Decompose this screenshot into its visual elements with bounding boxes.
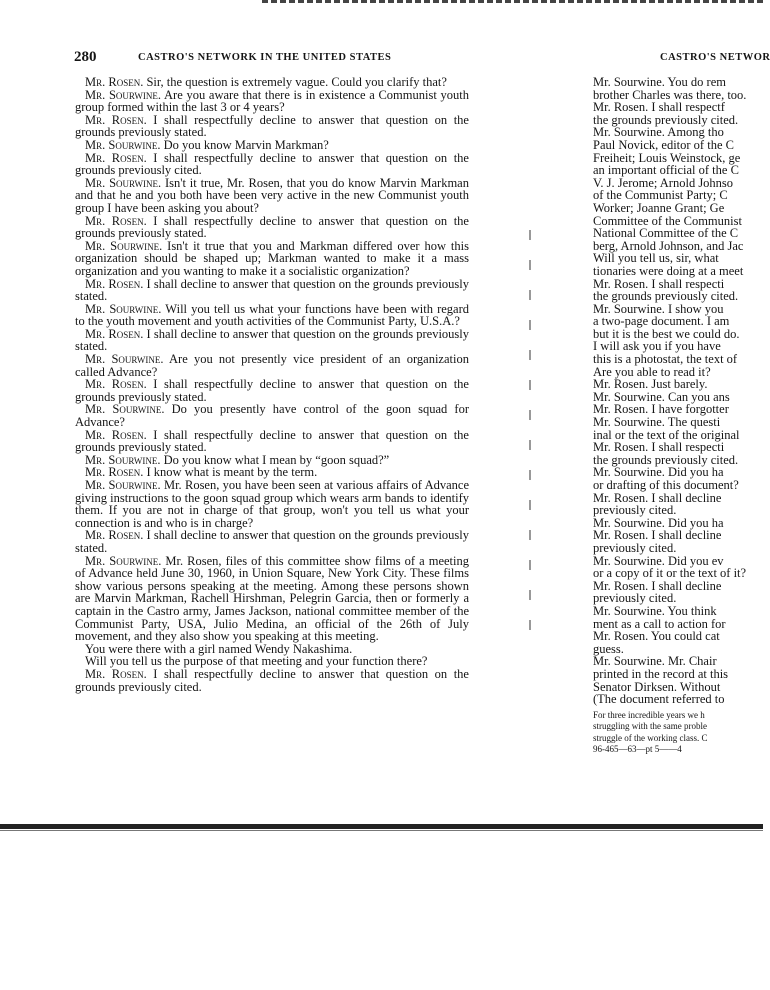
right-column-line: previously cited. [593,540,677,555]
running-header-left: CASTRO'S NETWORK IN THE UNITED STATES [138,52,392,63]
speaker-name: Mr. Sourwine. [85,553,162,568]
right-column-line: a two-page document. I am [593,314,730,329]
right-column-line: of the Communist Party; C [593,188,728,203]
right-column-line: Mr. Rosen. I have forgotter [593,402,729,417]
footnote-line: 96-465—63—pt 5——4 [593,744,682,755]
speaker-name: Mr. Sourwine. [85,402,165,417]
right-column-line: this is a photostat, the text of [593,352,738,367]
speaker-name: Mr. Sourwine. [85,452,161,467]
right-column-line: Mr. Rosen. I shall respectf [593,100,725,115]
paragraph-text: Will you tell us what your functions have been with regard to the youth movement and youth activities of the Communist Party, U.S.A.? [75,301,469,329]
right-column-line: Mr. Rosen. Just barely. [593,377,708,392]
right-column-line: Mr. Rosen. I shall respecti [593,276,725,291]
right-column-line: tionaries were doing at a meet [593,263,744,278]
testimony-paragraph [75,215,469,240]
testimony-paragraph [75,152,469,177]
paragraph-text: I shall respectfully decline to answer that question on the grounds previously stated. [75,427,469,455]
right-column-line: inal or the text of the original [593,427,740,442]
speaker-name: Mr. Rosen. [85,528,144,543]
speaker-name: Mr. Sourwine. [85,352,164,367]
speaker-name: Mr. Sourwine. [85,137,161,152]
testimony-paragraph [75,177,469,215]
right-column-line: (The document referred to [593,692,725,707]
footnote-line: struggling with the same proble [593,721,707,732]
right-column-line: Mr. Rosen. I shall respecti [593,440,725,455]
paragraph-text: Do you know Marvin Markman? [160,137,329,152]
speaker-name: Mr. Sourwine. [85,175,162,190]
paragraph-text: Isn't it true that you and Markman differed over how this organization should be shaped up; Markman wanted to make it a mass organization and you wanting to make it a socialistic organization? [75,238,469,278]
right-column-line: Are you able to read it? [593,364,711,379]
speaker-name: Mr. Sourwine. [85,87,162,102]
speaker-name: Mr. Rosen. [85,427,147,442]
right-column-line: but it is the best we could do. [593,326,740,341]
right-column-line: the grounds previously cited. [593,112,739,127]
right-column-line: Committee of the Communist [593,213,742,228]
paragraph-text: Mr. Rosen, you have been seen at various affairs of Advance giving instructions to the goon squad group which wears arm bands to identify them. If you are not in charge of that group, won't you tell us what your connection is and who is in charge? [75,478,469,530]
testimony-paragraph [75,403,469,428]
bottom-scan-rule [0,824,763,829]
testimony-paragraph [75,429,469,454]
page-number: 280 [74,49,97,65]
speaker-name: Mr. Sourwine. [85,301,162,316]
right-column-line: Mr. Sourwine. You do rem [593,75,726,89]
paragraph-text: Mr. Rosen, files of this committee show films of a meeting of Advance held June 30, 1960, in Union Square, New York City. These films show various persons speaking at the meeting. Among these persons shown are Marvin Markman, Rachell Hirshman, Pelegrin Garcia, then or formerly a captain in the Castro army, James Jackson, national committee member of the Communist Party, USA, Julio Medina, an official of the 26th of July movement, and they also show you speaking at this meeting. [75,553,469,644]
right-column-line: Mr. Rosen. I shall decline [593,528,722,543]
paragraph-text: Are you aware that there is in existence a Communist youth group formed within the last 3 or 4 years? [75,87,469,115]
paragraph-text: Are you not presently vice president of an organization called Advance? [75,352,469,379]
right-column-line: printed in the record at this [593,666,729,681]
testimony-paragraph [75,328,469,353]
right-column-line: berg, Arnold Johnson, and Jac [593,238,744,253]
testimony-paragraph [75,668,469,693]
top-scan-rule [262,0,763,3]
footnote-line: For three incredible years we h [593,709,705,720]
testimony-paragraph [75,353,469,378]
right-column-line: Freiheit; Louis Weinstock, ge [593,150,741,165]
paragraph-text: Isn't it true, Mr. Rosen, that you do know Marvin Markman and that he and you both have been very active in the new Communist youth group I have been asking you about? [75,175,469,215]
paragraph-text: I shall respectfully decline to answer that question on the grounds previously stated. [75,377,469,404]
page-gutter [529,230,531,650]
right-column-line: Mr. Sourwine. Did you ev [593,553,724,568]
right-column-line: Will you tell us, sir, what [593,251,719,266]
right-column-line: the grounds previously cited. [593,452,739,467]
paragraph-text: I know what is meant by the term. [143,465,318,480]
paragraph-text: I shall decline to answer that question on the grounds previously stated. [75,276,469,304]
right-column-line: previously cited. [593,591,677,606]
right-column-line: Mr. Rosen. I shall decline [593,490,722,505]
right-column-line: V. J. Jerome; Arnold Johnso [593,175,734,190]
right-column-line: Paul Novick, editor of the C [593,137,734,152]
speaker-name: Mr. Rosen. [85,112,147,127]
right-column-line: National Committee of the C [593,226,739,241]
footnote-line: struggle of the working class. C [593,732,708,743]
right-column-line: brother Charles was there, too. [593,87,747,102]
right-column-line: I will ask you if you have [593,339,721,354]
testimony-paragraph [75,114,469,139]
paragraph-text: I shall decline to answer that question on the grounds previously stated. [75,528,469,555]
testimony-paragraph [75,479,469,529]
testimony-paragraph [75,378,469,403]
speaker-name: Mr. Rosen. [85,150,147,165]
speaker-name: Mr. Rosen. [85,666,147,681]
testimony-paragraph [75,555,469,643]
paragraph-text: Do you presently have control of the goon squad for Advance? [75,402,469,430]
paragraph-text: You were there with a girl named Wendy Nakashima. [85,641,353,656]
right-column-line: Mr. Sourwine. I show you [593,301,724,316]
right-column-line: Mr. Sourwine. The questi [593,415,721,430]
right-column-line: Mr. Sourwine. Can you ans [593,389,730,404]
right-column-line: an important official of the C [593,163,739,178]
testimony-paragraph [75,89,469,114]
speaker-name: Mr. Rosen. [85,213,147,228]
speaker-name: Mr. Rosen. [85,75,144,89]
paragraph-text: Will you tell us the purpose of that meeting and your function there? [85,654,428,669]
testimony-paragraph [75,240,469,278]
testimony-paragraph [75,303,469,328]
paragraph-text: Do you know what I mean by “goon squad?” [160,452,390,467]
right-column-line: the grounds previously cited. [593,289,739,304]
bottom-scan-rule-thin [0,830,763,831]
paragraph-text: I shall respectfully decline to answer that question on the grounds previously stated. [75,213,469,241]
paragraph-text: I shall respectfully decline to answer that question on the grounds previously stated. [75,112,469,140]
speaker-name: Mr. Rosen. [85,326,144,341]
right-column-line: Mr. Rosen. You could cat [593,629,720,644]
right-column-line: Mr. Sourwine. Mr. Chair [593,654,717,669]
right-column-line: or drafting of this document? [593,478,739,492]
speaker-name: Mr. Sourwine. [85,238,163,253]
right-column-line: Senator Dirksen. Without [593,679,721,694]
right-column-line: Mr. Sourwine. Did you ha [593,515,724,530]
speaker-name: Mr. Rosen. [85,465,144,480]
speaker-name: Mr. Rosen. [85,276,144,291]
paragraph-text: Sir, the question is extremely vague. Could you clarify that? [143,75,447,89]
paragraph-text: I shall respectfully decline to answer that question on the grounds previously cited. [75,666,469,694]
right-column-line: ment as a call to action for [593,616,726,631]
right-column-testimony [593,75,763,755]
right-column-line: Mr. Sourwine. Did you ha [593,465,724,480]
right-column-line: Mr. Sourwine. You think [593,603,717,618]
testimony-paragraph [75,529,469,554]
speaker-name: Mr. Sourwine. [85,478,161,492]
left-column-testimony [75,76,469,693]
right-column-line: guess. [593,641,624,656]
running-header-right: CASTRO'S NETWOR [660,52,770,63]
paragraph-text: I shall decline to answer that question on the grounds previously stated. [75,326,469,354]
right-column-line: Worker; Joanne Grant; Ge [593,200,725,215]
right-column-line: Mr. Sourwine. Among tho [593,125,724,140]
speaker-name: Mr. Rosen. [85,377,147,392]
right-column-line: previously cited. [593,503,677,518]
right-column-line: or a copy of it or the text of it? [593,566,747,581]
paragraph-text: I shall respectfully decline to answer that question on the grounds previously cited. [75,150,469,178]
right-column-line: Mr. Rosen. I shall decline [593,578,722,593]
testimony-paragraph [75,278,469,303]
